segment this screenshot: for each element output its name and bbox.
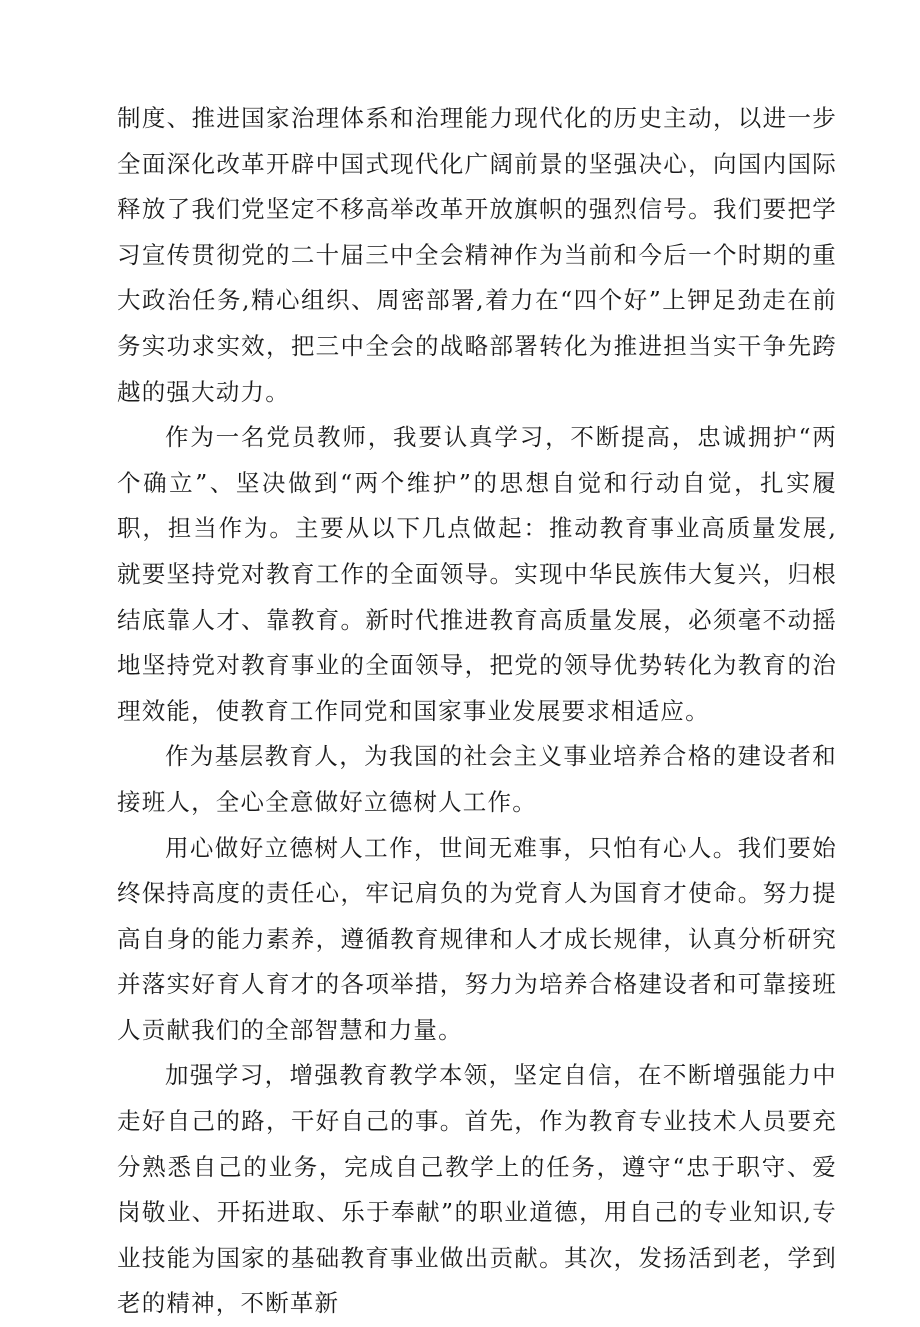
paragraph-party-teacher: 作为一名党员教师，我要认真学习，不断提高，忠诚拥护“两个确立”、坚决做到“两个维护”的思想自觉和行动自觉，扎实履职，担当作为。主要从以下几点做起：推动教育事业高质量发展,就要坚持党对教育工作的全面领导。实现中华民族伟大复兴，归根结底靠人才、靠教育。新时代推进教育高质量发展，必须毫不动摇地坚持党对教育事业的全面领导，把党的领导优势转化为教育的治理效能，使教育工作同党和国家事业发展要求相适应。 (117, 423, 837, 725)
paragraph-grassroots-educator: 作为基层教育人，为我国的社会主义事业培养合格的建设者和接班人，全心全意做好立德树人工作。 (117, 742, 837, 816)
paragraph-continued: 制度、推进国家治理体系和治理能力现代化的历史主动，以进一步全面深化改革开辟中国式现代化广阔前景的坚强决心，向国内国际释放了我们党坚定不移高举改革开放旗帜的强烈信号。我们要把学习宣传贯彻党的二十届三中全会精神作为当前和今后一个时期的重大政治任务,精心组织、周密部署,着力在“四个好”上钾足劲走在前务实功求实效，把三中全会的战略部署转化为推进担当实干争先跨越的强大动力。 (117, 104, 837, 406)
document-body (117, 96, 837, 1327)
paragraph-moral-education: 用心做好立德树人工作，世间无难事，只怕有心人。我们要始终保持高度的责任心，牢记肩负的为党育人为国育才使命。努力提高自身的能力素养，遵循教育规律和人才成长规律，认真分析研究并落实好育人育才的各项举措，努力为培养合格建设者和可靠接班人贡献我们的全部智慧和力量。 (117, 833, 837, 1044)
paragraph-strengthen-learning: 加强学习，增强教育教学本领，坚定自信，在不断增强能力中走好自己的路，干好自己的事。首先，作为教育专业技术人员要充分熟悉自己的业务，完成自己教学上的任务，遵守“忠于职守、爱岗敬业、开拓进取、乐于奉献”的职业道德，用自己的专业知识,专业技能为国家的基础教育事业做出贡献。其次，发扬活到老，学到老的精神，不断革新 (117, 1061, 837, 1318)
